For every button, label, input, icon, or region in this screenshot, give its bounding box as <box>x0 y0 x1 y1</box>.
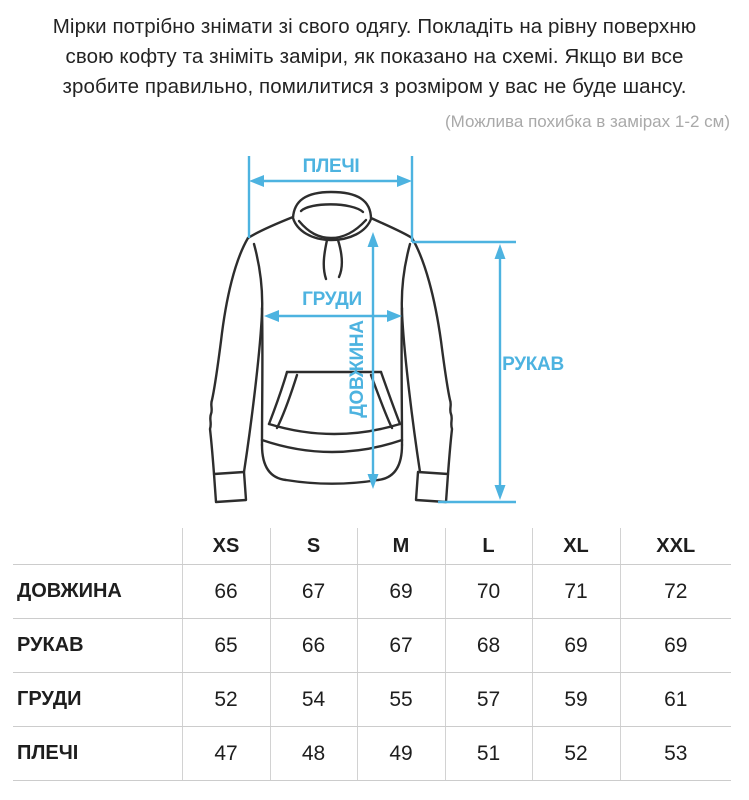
sleeve-arrowhead-bottom <box>495 485 506 500</box>
sleeve-arrowhead-top <box>495 244 506 259</box>
size-value-cell: 51 <box>445 727 532 781</box>
size-column-header: XL <box>532 528 620 565</box>
size-value-cell: 65 <box>182 619 270 673</box>
hoodie-pocket-left-outer <box>269 372 287 424</box>
intro-line-1: Мірки потрібно знімати зі свого одягу. Покладіть на рівну поверхню <box>52 15 697 38</box>
size-value-cell: 67 <box>357 619 445 673</box>
size-value-cell: 66 <box>270 619 357 673</box>
size-value-cell: 48 <box>270 727 357 781</box>
intro-text <box>0 12 749 102</box>
size-value-cell: 52 <box>532 727 620 781</box>
table-row-sleeve <box>13 619 731 673</box>
shoulders-arrowhead-left <box>249 175 264 187</box>
size-table-corner-cell <box>13 528 182 565</box>
length-arrowhead-top <box>368 232 379 247</box>
hoodie-pocket-bottom <box>269 424 400 434</box>
row-label: РУКАВ <box>13 619 182 673</box>
size-value-cell: 61 <box>620 673 731 727</box>
size-value-cell: 69 <box>532 619 620 673</box>
hoodie-hem-seam <box>262 440 402 452</box>
size-value-cell: 47 <box>182 727 270 781</box>
size-value-cell: 54 <box>270 673 357 727</box>
size-column-header: S <box>270 528 357 565</box>
size-value-cell: 69 <box>620 619 731 673</box>
size-value-cell: 72 <box>620 565 731 619</box>
hoodie-collar-outer <box>293 192 371 240</box>
size-value-cell: 69 <box>357 565 445 619</box>
hoodie-right-cuff <box>416 472 448 502</box>
hoodie-drawstring-right <box>338 240 342 277</box>
size-column-header: M <box>357 528 445 565</box>
size-column-header: XS <box>182 528 270 565</box>
hoodie-right-sleeve-outer <box>412 238 452 474</box>
row-label: ГРУДИ <box>13 673 182 727</box>
size-value-cell: 68 <box>445 619 532 673</box>
size-value-cell: 52 <box>182 673 270 727</box>
size-value-cell: 66 <box>182 565 270 619</box>
hoodie-right-shoulder <box>371 218 412 238</box>
size-value-cell: 53 <box>620 727 731 781</box>
hoodie-drawstring-left <box>324 240 327 279</box>
size-value-cell: 55 <box>357 673 445 727</box>
tolerance-note: (Можлива похибка в замірах 1-2 см) <box>444 112 730 131</box>
hoodie-left-sleeve-inner <box>244 244 262 472</box>
hoodie-right-sleeve-inner <box>402 244 420 472</box>
intro-line-3: зробите правильно, помилитися з розміром у вас не буде шансу. <box>62 75 687 98</box>
size-value-cell: 71 <box>532 565 620 619</box>
size-value-cell: 70 <box>445 565 532 619</box>
hoodie-left-sleeve-outer <box>210 238 248 474</box>
size-column-header: XXL <box>620 528 731 565</box>
size-column-header: L <box>445 528 532 565</box>
size-value-cell: 67 <box>270 565 357 619</box>
hoodie-left-cuff <box>214 472 246 502</box>
chest-arrowhead-right <box>387 310 402 322</box>
shoulders-label: ПЛЕЧІ <box>302 156 360 177</box>
intro-line-2: свою кофту та зніміть заміри, як показано на схемі. Якщо ви все <box>65 45 684 68</box>
hoodie-measurement-diagram <box>180 148 600 528</box>
table-row-chest <box>13 673 731 727</box>
row-label: ДОВЖИНА <box>13 565 182 619</box>
size-table-header-row <box>13 528 731 565</box>
sleeve-label: РУКАВ <box>502 354 564 375</box>
chest-arrowhead-left <box>264 310 279 322</box>
row-label: ПЛЕЧІ <box>13 727 182 781</box>
size-value-cell: 59 <box>532 673 620 727</box>
size-value-cell: 57 <box>445 673 532 727</box>
length-label: ДОВЖИНА <box>347 320 368 418</box>
hoodie-pocket-right-outer <box>381 372 400 424</box>
hoodie-pocket-left-opening <box>277 375 297 428</box>
hoodie-illustration <box>210 192 452 502</box>
shoulders-arrowhead-right <box>397 175 412 187</box>
table-row-length <box>13 565 731 619</box>
size-value-cell: 49 <box>357 727 445 781</box>
size-table <box>13 528 731 781</box>
chest-label: ГРУДИ <box>302 289 362 310</box>
hoodie-left-shoulder <box>248 217 293 238</box>
table-row-shoulders <box>13 727 731 781</box>
